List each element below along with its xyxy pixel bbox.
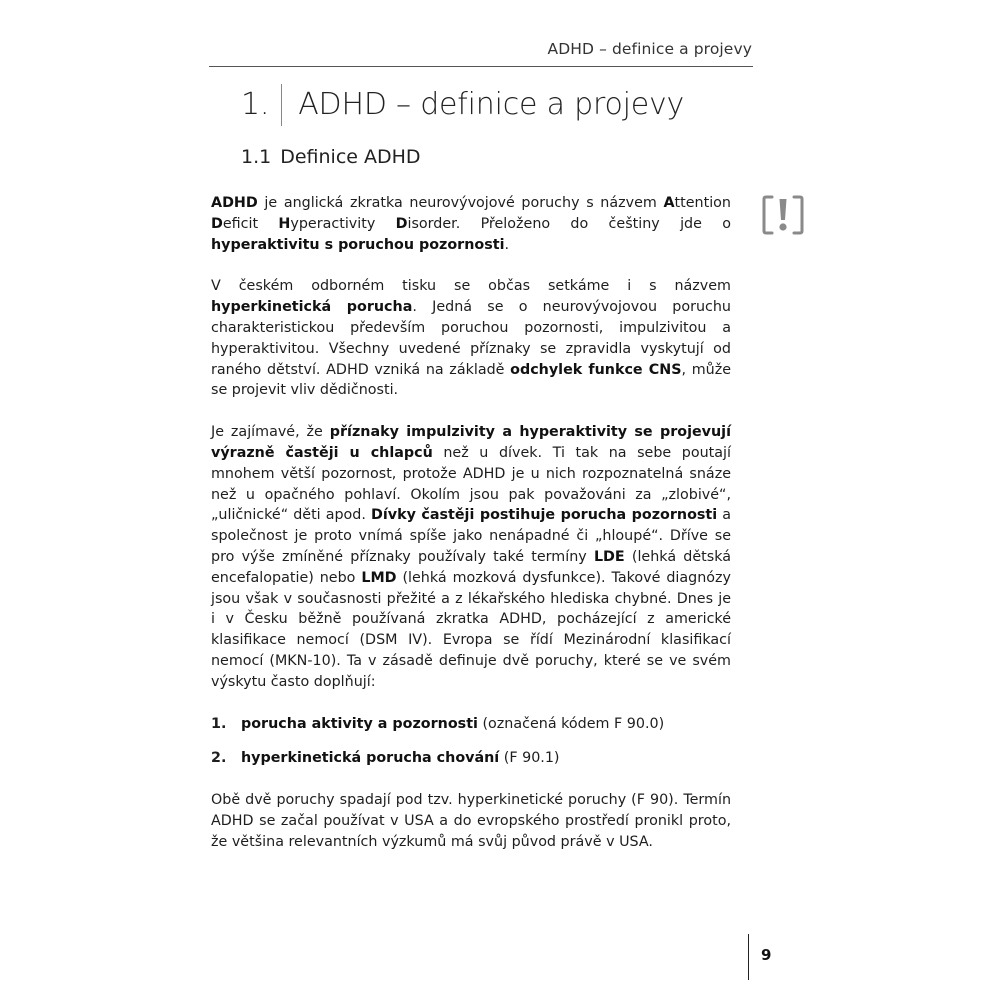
list-number: 1. [211, 715, 227, 732]
list-text [241, 714, 664, 735]
list-item [211, 748, 731, 769]
paragraph-term-origin: Obě dvě poruchy spadají pod tzv. hyperkinetické poruchy (F 90). Termín ADHD se začal používat v USA a do evropského prostředí pronikl proto, že většina relevantních výzkumů má svůj původ právě v USA. [211, 792, 731, 850]
section-heading [241, 146, 421, 168]
text-run: je anglická zkratka neurovývojové poruchy s názvem [257, 195, 664, 211]
text-run: (lehká dětská encefalopatie) nebo [211, 548, 731, 586]
text-run: než u dívek. Ti tak na sebe poutají mnohem větší pozornost, protože ADHD je u nich rozpoznatelná snáze než u opačného pohlaví. Okolím jsou pak považováni za „zlobivé“, „uličnické“ děti apod. [211, 444, 731, 524]
bold-letter: D [211, 215, 223, 232]
text-run: (označená kódem F 90.0) [477, 715, 665, 732]
bold-term: odchylek funkce CNS [510, 361, 682, 378]
text-run: (F 90.1) [499, 750, 560, 767]
text-run: Je zajímavé, že [211, 424, 330, 441]
text-run: yperactivity [290, 215, 396, 232]
chapter-number: 1. [241, 86, 270, 122]
text-run: , může se projevit vliv dědičnosti. [211, 361, 732, 399]
bold-term: porucha aktivity a pozornosti [241, 715, 478, 732]
text-run: V českém odborném tisku se občas setkáme i s názvem [211, 278, 731, 295]
list-number: 2. [211, 750, 227, 767]
chapter-heading [241, 81, 684, 127]
page-number: 9 [761, 946, 772, 964]
chapter-divider [281, 84, 282, 126]
bold-term: hyperkinetická porucha chování [241, 750, 500, 767]
text-run: isorder. Přeloženo do češtiny jde o [407, 215, 731, 232]
text-run: . Jedná se o neurovývojovou poruchu charakteristickou především poruchou pozornosti, impulzivitou a hyperaktivitou. Všechny uvedené příznaky se zpravidla vyskytují od raného dětství. ADHD vzniká na základě [211, 299, 731, 378]
bold-term: ADHD [211, 195, 258, 211]
paragraph-czech-terminology [211, 276, 731, 401]
text-run: a společnost je proto vnímá spíše jako nenápadné či „hloupé“. Dříve se pro výše zmíněné příznaky používaly také termíny [211, 507, 731, 565]
bold-term: hyperkinetická porucha [211, 299, 413, 316]
paragraph-adhd-definition [211, 193, 731, 255]
text-run: (lehká mozková dysfunkce). Takové diagnózy jsou však v současnosti přežité a z lékařského hlediska chybné. Dnes je i v Česku běžně používaná zkratka ADHD, pocházející z americké klasifikace nemocí (DSM IV). Evropa se řídí Mezinárodní klasifikací nemocí (MKN-10). Ta v zásadě definuje dvě poruchy, které se ve svém výskytu často doplňují: [211, 569, 731, 690]
paragraph-gender-differences [211, 422, 731, 692]
text-run: . [504, 236, 510, 253]
bold-term: hyperaktivitu s poruchou pozornosti [211, 236, 505, 253]
bold-term: LMD [361, 569, 397, 586]
text-run: ttention [674, 195, 731, 211]
body-text [211, 193, 731, 853]
bold-letter: D [395, 215, 408, 232]
text-run: eficit [222, 215, 279, 232]
footer-rule [748, 934, 749, 980]
bold-term: Dívky častěji postihuje porucha pozornosti [370, 507, 718, 524]
bold-letter: H [278, 215, 291, 232]
bold-term: příznaky impulzivity a hyperaktivity se projevují výrazně častěji u chlapců [211, 424, 731, 461]
section-title: Definice ADHD [280, 146, 421, 168]
header-rule [209, 66, 753, 67]
chapter-title: ADHD – definice a projevy [298, 86, 685, 122]
running-header: ADHD – definice a projevy [547, 40, 752, 58]
bold-term: LDE [593, 548, 625, 565]
list-item [211, 714, 731, 735]
exclamation-icon [761, 193, 805, 237]
section-number: 1.1 [241, 146, 272, 168]
bold-letter: A [663, 195, 675, 211]
list-text [241, 748, 560, 769]
